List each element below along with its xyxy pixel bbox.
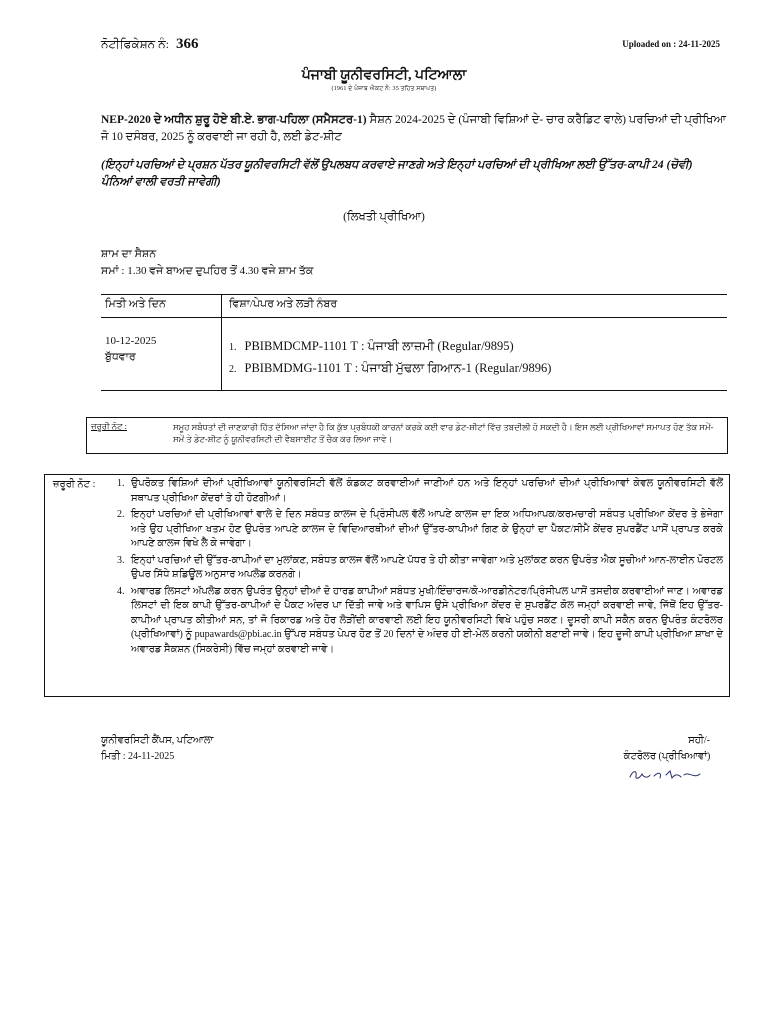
point-text: ਇਨ੍ਹਾਂ ਪਰਚਿਆਂ ਦੀ ਉੱਤਰ-ਕਾਪੀਆਂ ਦਾ ਮੁਲਾਂਕਣ, ਸਬੰਧਤ ਕਾਲਜ ਵੱਲੋਂ ਆਪਣੇ ਪੱਧਰ ਤੇ ਹੀ ਕੀਤਾ ਜਾਵੇਗਾ ਅਤੇ ਮੁਲਾਂਕਣ ਕਰਨ ਉਪਰੰਤ ਐਕ ਸੂਚੀਆਂ ਆਨ-ਲਾਈਨ ਪੋਰਟਲ ਉਪਰ ਸਿੱਧੇ ਸ਼ਡਿਊਲ ਅਨੁਸਾਰ ਅਪਲੋਡ ਕਰਨਗੇ। <box>131 554 723 580</box>
paper-title: ਪੰਜਾਬੀ ਮੁੱਢਲਾ ਗਿਆਨ-1 (Regular/9896) <box>358 361 552 375</box>
point-number: 4. <box>117 585 125 597</box>
intro-bold: NEP-2020 ਦੇ ਅਧੀਨ ਸ਼ੁਰੂ ਹੋਏ ਬੀ.ਏ. ਭਾਗ-ਪਹਿਲਾ (ਸਮੈਸਟਰ-1) <box>101 114 367 126</box>
note-text: ਸਮੂਹ ਸਬੰਧਤਾਂ ਦੀ ਜਾਣਕਾਰੀ ਹਿੱਤ ਦੱਸਿਆ ਜਾਂਦਾ ਹੈ ਕਿ ਕੁੱਝ ਪ੍ਰਬੰਧਕੀ ਕਾਰਨਾਂ ਕਰਕੇ ਕਈ ਵਾਰ ਡੇਟ-ਸ਼ੀਟਾਂ ਵਿੱਚ ਤਬਦੀਲੀ ਹੋ ਸਕਦੀ ਹੈ। ਇਸ ਲਈ ਪ੍ਰੀਖਿਆਵਾਂ ਸਮਾਪਤ ਹੋਣ ਤੱਕ ਸਮੇਂ-ਸਮੇਂ ਤੇ ਡੇਟ-ਸ਼ੀਟ ਨੂੰ ਯੂਨੀਵਰਸਿਟੀ ਦੀ ਵੈਬਸਾਈਟ ਤੋਂ ਚੈਕ ਕਰ ਲਿਆ ਜਾਵੇ। <box>173 422 714 444</box>
notification-number-line <box>101 36 199 53</box>
note-label: ਜ਼ਰੂਰੀ ਨੋਟ : <box>91 421 128 431</box>
footer-date: ਮਿਤੀ : 24-11-2025 <box>101 751 175 762</box>
paper-title: ਪੰਜਾਬੀ ਲਾਜ਼ਮੀ (Regular/9895) <box>364 339 514 353</box>
point-text: ਉਪਰੋਕਤ ਵਿਸ਼ਿਆਂ ਦੀਆਂ ਪ੍ਰੀਖਿਆਵਾਂ ਯੂਨੀਵਰਸਿਟੀ ਵੱਲੋਂ ਕੰਡਕਟ ਕਰਵਾਈਆਂ ਜਾਣੀਆਂ ਹਨ ਅਤੇ ਇਨ੍ਹਾਂ ਪਰਚਿਆਂ ਦੀਆਂ ਪ੍ਰੀਖਿਆਵਾਂ ਕੇਵਲ ਯੂਨੀਵਰਸਿਟੀ ਵੱਲੋਂ ਸਥਾਪਤ ਪ੍ਰੀਖਿਆ ਕੇਂਦਰਾਂ ਤੇ ਹੀ ਹੋਣਗੀਆਂ। <box>131 478 723 504</box>
written-exam-label: (ਲਿਖਤੀ ਪ੍ਰੀਖਿਆ) <box>343 211 425 223</box>
footer-right <box>612 733 722 765</box>
header-date-day: ਮਿਤੀ ਅਤੇ ਦਿਨ <box>105 298 166 310</box>
note-point <box>117 585 723 658</box>
column-divider <box>221 295 222 317</box>
note-point <box>117 477 723 506</box>
university-name: ਪੰਜਾਬੀ ਯੂਨੀਵਰਸਿਟੀ, ਪਟਿਆਲਾ <box>301 68 467 83</box>
uploaded-date: Uploaded on : 24-11-2025 <box>622 39 720 49</box>
exam-day: ਬੁੱਧਵਾਰ <box>105 351 136 363</box>
paper-item <box>229 336 551 358</box>
campus-line: ਯੂਨੀਵਰਸਿਟੀ ਕੈਂਪਸ, ਪਟਿਆਲਾ <box>101 735 214 746</box>
point-number: 2. <box>117 509 125 520</box>
exam-date-cell <box>105 333 156 365</box>
paper-item <box>229 358 551 380</box>
point-text: ਇਨ੍ਹਾਂ ਪਰਚਿਆਂ ਦੀ ਪ੍ਰੀਖਿਆਵਾਂ ਵਾਲੇ ਦੇ ਦਿਨ ਸਬੰਧਤ ਕਾਲਜ ਦੇ ਪ੍ਰਿੰਸੀਪਲ ਵੱਲੋਂ ਆਪਣੇ ਕਾਲਜ ਦਾ ਇਕ ਅਧਿਆਪਕ/ਕਰਮਚਾਰੀ ਸਬੰਧਤ ਪ੍ਰੀਖਿਆ ਕੇਂਦਰ ਤੇ ਭੇਜੇਗਾ ਅਤੇ ਉਹ ਪ੍ਰੀਖਿਆ ਖਤਮ ਹੋਣ ਉਪਰੰਤ ਆਪਣੇ ਕਾਲਜ ਦੇ ਵਿਦਿਆਰਥੀਆਂ ਦੀਆਂ ਉੱਤਰ-ਕਾਪੀਆਂ ਗਿਣ ਕੇ ਉਨ੍ਹਾਂ ਦਾ ਪੈਕਟ/ਸੀਮੈ ਕੇਂਦਰ ਸੁਪਰਡੈਂਟ ਪਾਸੋਂ ਪ੍ਰਾਪਤ ਕਰਕੇ ਆਪਣੇ ਕਾਲਜ ਵਿਖੇ ਲੈ ਕੇ ਜਾਵੇਗਾ। <box>131 509 723 549</box>
schedule-header <box>101 295 727 318</box>
column-divider <box>221 318 222 390</box>
important-note-box-2 <box>44 474 730 697</box>
important-note-box-1 <box>86 417 728 454</box>
header-subject: ਵਿਸ਼ਾ/ਪੇਪਰ ਅਤੇ ਲੜੀ ਨੰਬਰ <box>229 298 338 310</box>
footer-left <box>101 733 213 765</box>
paper-number: 1. <box>229 342 237 353</box>
session-info <box>101 246 313 280</box>
paper-list <box>229 336 551 380</box>
paper-code: PBIBMDMG-1101 T : <box>244 361 359 375</box>
note-label: ਜ਼ਰੂਰੀ ਨੋਟ : <box>53 479 96 490</box>
schedule-table <box>101 294 727 391</box>
university-act: (1961 ਦੇ ਪੰਜਾਬ ਐਕਟ ਨੰ: 35 ਤਹਿਤ ਸਥਾਪਤ) <box>331 86 437 92</box>
intro-rest: ਸੈਸ਼ਨ 2024-2025 ਦੇ (ਪੰਜਾਬੀ ਵਿਸ਼ਿਆਂ ਦੇ- ਚਾਰ ਕਰੈਡਿਟ ਵਾਲੇ) ਪਰਚਿਆਂ ਦੀ ਪ੍ਰੀਖਿਆ ਜੋ 10 ਦਸੰਬਰ, 2025 ਨੂੰ ਕਰਵਾਈ ਜਾ ਰਹੀ ਹੈ, ਲਈ ਡੇਟ-ਸ਼ੀਟ <box>101 114 726 143</box>
notification-label: ਨੋਟੀਫਿਕੇਸ਼ਨ ਨੰ: <box>101 37 170 51</box>
italic-note: (ਇਨ੍ਹਾਂ ਪਰਚਿਆਂ ਦੇ ਪ੍ਰਸ਼ਨ ਪੱਤਰ ਯੂਨੀਵਰਸਿਟੀ ਵੱਲੋਂ ਉਪਲਬਧ ਕਰਵਾਏ ਜਾਣਗੇ ਅਤੇ ਇਨ੍ਹਾਂ ਪਰਚਿਆਂ ਦੀ ਪ੍ਰੀਖਿਆ ਲਈ ਉੱਤਰ-ਕਾਪੀ 24 (ਚੋਵੀ) ਪੰਨਿਆਂ ਵਾਲੀ ਵਰਤੀ ਜਾਵੇਗੀ) <box>101 159 693 188</box>
exam-date: 10-12-2025 <box>105 335 157 347</box>
controller-title: ਕੰਟਰੋਲਰ (ਪ੍ਰੀਖਿਆਵਾਂ) <box>623 751 711 762</box>
session-name: ਸ਼ਾਮ ਦਾ ਸੈਸ਼ਨ <box>101 248 157 260</box>
point-number: 3. <box>117 554 125 566</box>
point-number: 1. <box>117 478 125 489</box>
session-time: ਸਮਾਂ : 1.30 ਵਜੇ ਬਾਅਦ ਦੁਪਹਿਰ ਤੋਂ 4.30 ਵਜੇ ਸ਼ਾਮ ਤੱਕ <box>101 265 314 277</box>
notification-number: 366 <box>176 36 199 52</box>
signature-mark <box>628 766 704 784</box>
note-point <box>117 554 723 583</box>
intro-paragraph <box>101 112 726 146</box>
point-text: ਅਵਾਰਡ ਲਿਸਟਾਂ ਅੱਪਲੋਡ ਕਰਨ ਉਪਰੰਤ ਉਨ੍ਹਾਂ ਦੀਆਂ ਦੋ ਹਾਰਡ ਕਾਪੀਆਂ ਸਬੰਧਤ ਮੁਖੀ/ਇੰਚਾਰਜ/ਕੋ-ਆਰਡੀਨੇਟਰ/ਪ੍ਰਿੰਸੀਪਲ ਪਾਸੋਂ ਤਸਦੀਕ ਕਰਵਾਈਆਂ ਜਾਣ। ਅਵਾਰਡ ਲਿਸਟਾਂ ਦੀ ਇਕ ਕਾਪੀ ਉੱਤਰ-ਕਾਪੀਆਂ ਦੇ ਪੈਕਟ ਅੰਦਰ ਪਾ ਦਿੱਤੀ ਜਾਵੇ ਅਤੇ ਵਾਪਿਸ ਉਸੇ ਪ੍ਰੀਖਿਆ ਕੇਂਦਰ ਦੇ ਸੁਪਰਡੈਂਟ ਕੋਲ ਜਮ੍ਹਾਂ ਕਰਵਾਈ ਜਾਵੇ, ਜਿੱਥੋਂ ਇਹ ਉੱਤਰ-ਕਾਪੀਆਂ ਪ੍ਰਾਪਤ ਕੀਤੀਆਂ ਸਨ, ਤਾਂ ਜੋ ਰਿਕਾਰਡ ਅਤੇ ਹੋਰ ਲੋੜੀਂਦੀ ਕਾਰਵਾਈ ਲਈ ਇਹ ਯੂਨੀਵਰਸਿਟੀ ਵਿਖੇ ਪਹੁੰਚ ਸਕਣ। ਦੂਸਰੀ ਕਾਪੀ ਸਕੈਨ ਕਰਨ ਉਪਰੰਤ ਕੰਟਰੋਲਰ (ਪ੍ਰੀਖਿਆਵਾਂ) ਨੂੰ pupawards@pbi.ac.in ਉੱਪਰ ਸਬੰਧਤ ਪੇਪਰ ਹੋਣ ਤੋਂ 20 ਦਿਨਾਂ ਦੇ ਅੰਦਰ ਹੀ ਈ-ਮੇਲ ਕਰਨੀ ਯਕੀਨੀ ਬਣਾਈ ਜਾਵੇ। ਇਹ ਦੂਜੀ ਕਾਪੀ ਪ੍ਰੀਖਿਆ ਸ਼ਾਖਾ ਦੇ ਅਵਾਰਡ ਸੈਕਸ਼ਨ (ਸਿਕਰੇਸੀ) ਵਿੱਚ ਜਮ੍ਹਾਂ ਕਰਵਾਈ ਜਾਵੇ। <box>131 585 723 655</box>
signed-mark: ਸਹੀ/- <box>688 735 710 746</box>
note-points <box>117 477 723 659</box>
paper-number: 2. <box>229 364 237 375</box>
paper-code: PBIBMDCMP-1101 T : <box>244 339 365 353</box>
schedule-row <box>101 318 727 390</box>
note-point <box>117 508 723 552</box>
